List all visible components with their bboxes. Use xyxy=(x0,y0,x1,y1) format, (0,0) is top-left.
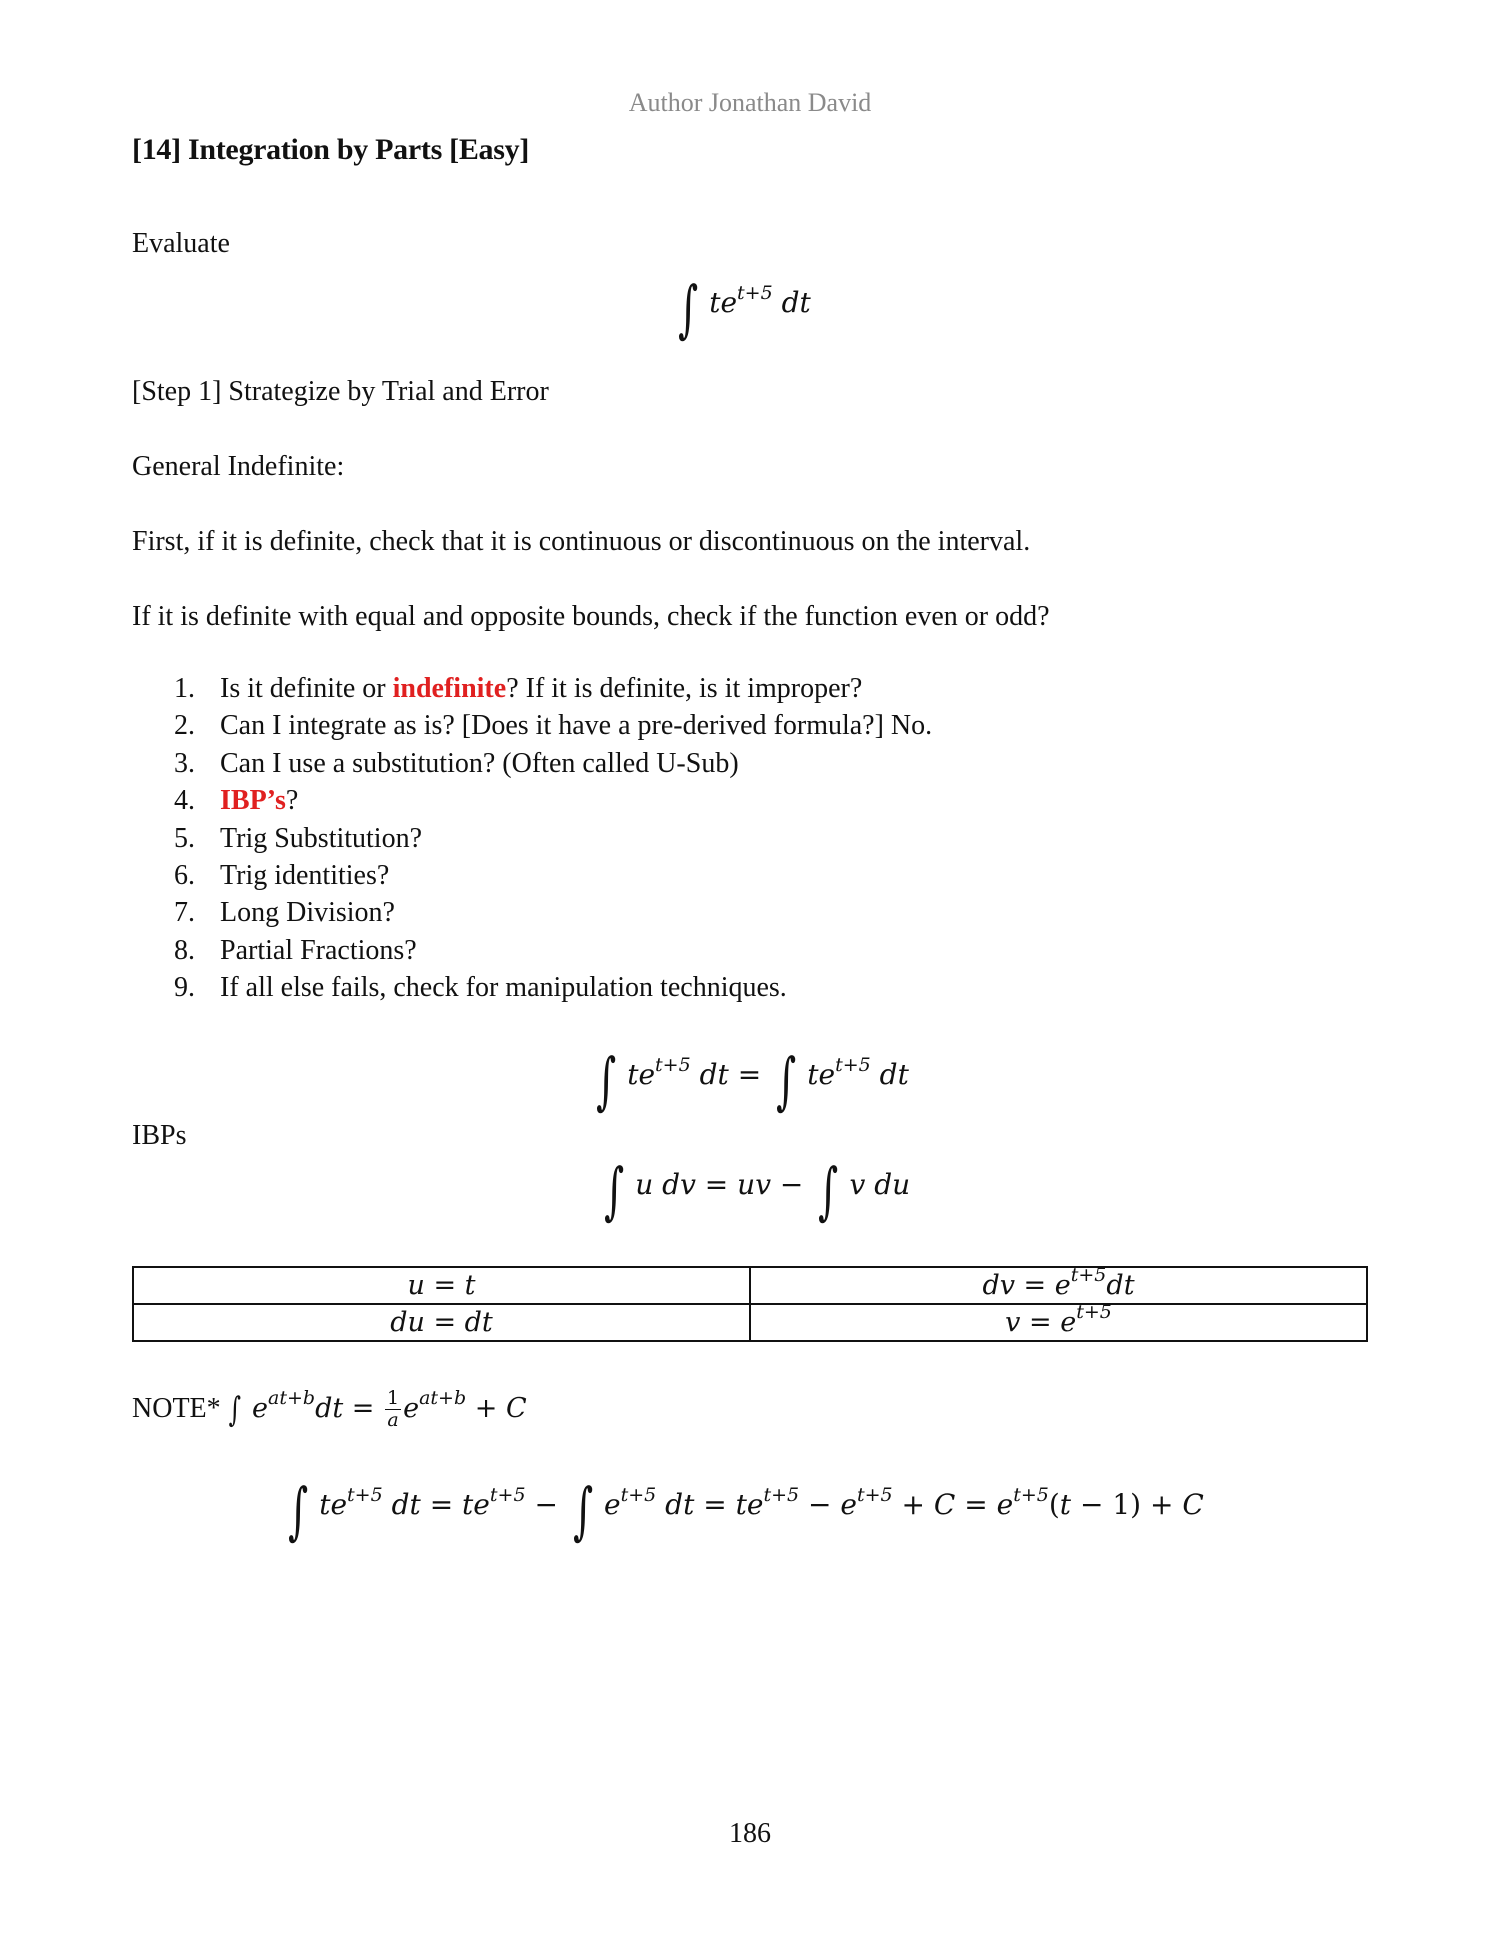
evaluate-label: Evaluate xyxy=(132,228,230,259)
highlight-indefinite: indefinite xyxy=(392,673,507,704)
page-header-author: Author Jonathan David xyxy=(628,88,872,117)
table-row xyxy=(133,1304,1367,1341)
table-cell-v: $v = e^{t+5}$ xyxy=(750,1304,1367,1341)
list-item: 9. If all else fails, check for manipulation techniques. xyxy=(174,972,787,1004)
ibp-substitution-table xyxy=(132,1266,1368,1342)
paragraph-even-odd: If it is definite with equal and opposite bounds, check if the function even or odd? xyxy=(132,601,1050,632)
list-item: 4. IBP’s? xyxy=(174,785,299,817)
table-row xyxy=(133,1267,1367,1304)
final-solution-equation: ∫ $te^{t+5}$ dt = $te^{t+5}$ − ∫ $e^{t+5}$ dt = $te^{t+5} - e^{t+5} + C = e^{t+5}(t - 1) + C$ xyxy=(288,1474,1204,1547)
table-cell-dv: dv = $e^{t+5}dt$ xyxy=(750,1267,1367,1304)
list-item: 7. Long Division? xyxy=(174,897,395,929)
paragraph-definite-check: First, if it is definite, check that it is continuous or discontinuous on the interval. xyxy=(132,526,1031,557)
list-item: 3. Can I use a substitution? (Often called U-Sub) xyxy=(174,747,739,779)
table-cell-u: u = t xyxy=(133,1267,750,1304)
problem-title: [14] Integration by Parts [Easy] xyxy=(132,133,530,166)
ibps-label: IBPs xyxy=(132,1120,187,1151)
general-indefinite-label: General Indefinite: xyxy=(132,451,345,482)
list-item: 6. Trig identities? xyxy=(174,859,390,891)
note-formula: NOTE* ∫ $e^{at+b}dt$ = $\frac{1}{a}$ $e^{at+b} + C$ xyxy=(132,1386,527,1431)
highlight-ibps: IBP’s xyxy=(220,785,286,817)
step1-heading: [Step 1] Strategize by Trial and Error xyxy=(132,376,549,407)
list-item: 2. Can I integrate as is? [Does it have a pre-derived formula?] No. xyxy=(174,710,933,742)
strategy-list xyxy=(132,670,932,1007)
page-number: 186 xyxy=(729,1818,771,1849)
list-item: 8. Partial Fractions? xyxy=(174,934,417,966)
integral-rewrite-equation: ∫ $te^{t+5}$ dt = ∫ $te^{t+5}$ dt xyxy=(596,1044,909,1117)
table-cell-du: du = dt xyxy=(133,1304,750,1341)
ibp-formula: ∫ u dv = uv − ∫ v du xyxy=(604,1154,911,1227)
list-item: 1. Is it definite or indefinite? If it is definite, is it improper? xyxy=(174,673,863,704)
list-item: 5. Trig Substitution? xyxy=(174,822,423,854)
integral-expression: ∫ $te^{t+5}$ dt xyxy=(678,272,811,345)
